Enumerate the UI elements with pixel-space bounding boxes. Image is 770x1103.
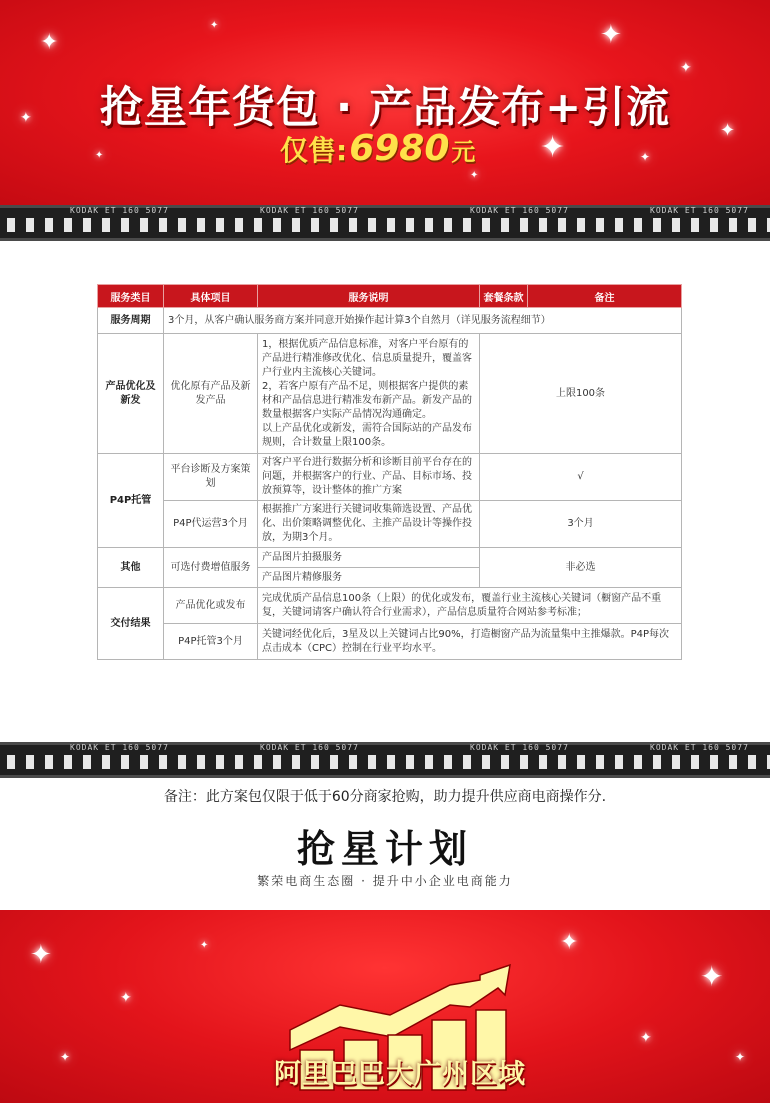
category-cell: 其他 xyxy=(98,548,164,588)
remark-cell: 3个月 xyxy=(480,501,682,548)
film-code: KODAK ET 160 5077 xyxy=(70,743,169,752)
film-code: KODAK ET 160 5077 xyxy=(70,206,169,215)
film-code: KODAK ET 160 5077 xyxy=(260,743,359,752)
film-code: KODAK ET 160 5077 xyxy=(470,206,569,215)
sparkle-icon: ✦ xyxy=(540,130,566,165)
sparkle-icon: ✦ xyxy=(680,60,692,76)
sparkle-icon: ✦ xyxy=(640,1030,652,1046)
header-item: 具体项目 xyxy=(164,285,258,308)
sparkle-icon: ✦ xyxy=(30,940,52,970)
remark-note: 备注：此方案包仅限于低于60分商家抢购，助力提升供应商电商操作分. xyxy=(163,789,607,805)
item-cell: 平台诊断及方案策划 xyxy=(164,454,258,501)
header-category: 服务类目 xyxy=(98,285,164,308)
film-code: KODAK ET 160 5077 xyxy=(650,206,749,215)
table-row xyxy=(98,308,682,334)
table-header-row xyxy=(98,285,682,308)
plan-title: 抢星计划 xyxy=(296,827,473,871)
description-cell: 关键词经优化后，3星及以上关键词占比90%，打造橱窗产品为流量集中主推爆款。P4P每次点击成本（CPC）控制在行业平均水平。 xyxy=(258,624,682,660)
description-cell: 产品图片拍摄服务 xyxy=(258,548,480,568)
film-code: KODAK ET 160 5077 xyxy=(260,206,359,215)
sparkle-icon: ✦ xyxy=(60,1050,71,1064)
sparkle-icon: ✦ xyxy=(600,20,622,50)
header-terms: 套餐条款 xyxy=(480,285,528,308)
film-code: KODAK ET 160 5077 xyxy=(470,743,569,752)
table-row xyxy=(98,454,682,501)
price-label: 仅售: xyxy=(280,134,348,167)
sparkle-icon: ✦ xyxy=(20,110,32,126)
sparkle-icon: ✦ xyxy=(95,150,104,161)
sparkle-icon: ✦ xyxy=(735,1050,746,1064)
price-value: 6980 xyxy=(349,128,450,169)
description-cell: 3个月，从客户确认服务商方案并同意开始操作起计算3个自然月（详见服务流程细节） xyxy=(164,308,682,334)
item-cell: P4P代运营3个月 xyxy=(164,501,258,548)
category-cell: 服务周期 xyxy=(98,308,164,334)
item-cell: 优化原有产品及新发产品 xyxy=(164,334,258,454)
sparkle-icon: ✦ xyxy=(640,150,651,164)
table-row xyxy=(98,624,682,660)
sparkle-icon: ✦ xyxy=(210,20,219,31)
sparkle-icon: ✦ xyxy=(120,990,132,1006)
price-tag xyxy=(280,128,476,169)
category-cell: 交付结果 xyxy=(98,588,164,660)
table-row xyxy=(98,501,682,548)
remark-cell: 上限100条 xyxy=(480,334,682,454)
sparkle-icon: ✦ xyxy=(470,170,479,181)
sparkle-icon: ✦ xyxy=(40,30,59,55)
price-unit: 元 xyxy=(451,138,476,166)
top-banner xyxy=(0,0,770,205)
film-code: KODAK ET 160 5077 xyxy=(650,743,749,752)
service-table xyxy=(97,284,682,660)
description-cell: 1，根据优质产品信息标准，对客户平台原有的产品进行精准修改优化、信息质量提升，覆盖客户行业内主流核心关键词。 2，若客户原有产品不足，则根据客户提供的素材和产品信息进行精准发布新产品。新发产品的数量根据客户实际产品情况沟通确定。 以上产品优化或新发，需符合国际站的产品发布规则，合计数量上限100条。 xyxy=(258,334,480,454)
logo-text: 阿里巴巴大广州区域 xyxy=(274,1059,526,1090)
item-cell: 可选付费增值服务 xyxy=(164,548,258,588)
remark-cell: √ xyxy=(480,454,682,501)
header-description: 服务说明 xyxy=(258,285,480,308)
page-title: 抢星年货包 · 产品发布+引流 xyxy=(99,83,671,133)
category-cell: 产品优化及新发 xyxy=(98,334,164,454)
description-cell: 完成优质产品信息100条（上限）的优化或发布，覆盖行业主流核心关键词（橱窗产品不重复，关键词请客户确认符合行业需求），产品信息质量符合网站参考标准； xyxy=(258,588,682,624)
remark-cell: 非必选 xyxy=(480,548,682,588)
film-strip-bottom xyxy=(0,742,770,778)
film-perforations xyxy=(0,218,770,232)
sparkle-icon: ✦ xyxy=(720,120,736,141)
film-strip-top xyxy=(0,205,770,241)
item-cell: P4P托管3个月 xyxy=(164,624,258,660)
sparkle-icon: ✦ xyxy=(560,930,579,955)
film-edge xyxy=(0,775,770,778)
film-perforations xyxy=(0,755,770,769)
item-cell: 产品优化或发布 xyxy=(164,588,258,624)
sparkle-icon: ✦ xyxy=(700,960,724,993)
table-row xyxy=(98,334,682,454)
header-remark: 备注 xyxy=(528,285,682,308)
category-cell: P4P托管 xyxy=(98,454,164,548)
sparkle-icon: ✦ xyxy=(200,940,209,951)
description-cell: 根据推广方案进行关键词收集筛选设置、产品优化、出价策略调整优化、主推产品设计等操作投放，为期3个月。 xyxy=(258,501,480,548)
description-cell: 产品图片精修服务 xyxy=(258,568,480,588)
description-cell: 对客户平台进行数据分析和诊断目前平台存在的问题，并根据客户的行业、产品、目标市场、投放预算等，设计整体的推广方案 xyxy=(258,454,480,501)
table-row xyxy=(98,588,682,624)
film-edge xyxy=(0,238,770,241)
plan-subtitle: 繁荣电商生态圈 · 提升中小企业电商能力 xyxy=(257,874,513,888)
table-row xyxy=(98,548,682,568)
